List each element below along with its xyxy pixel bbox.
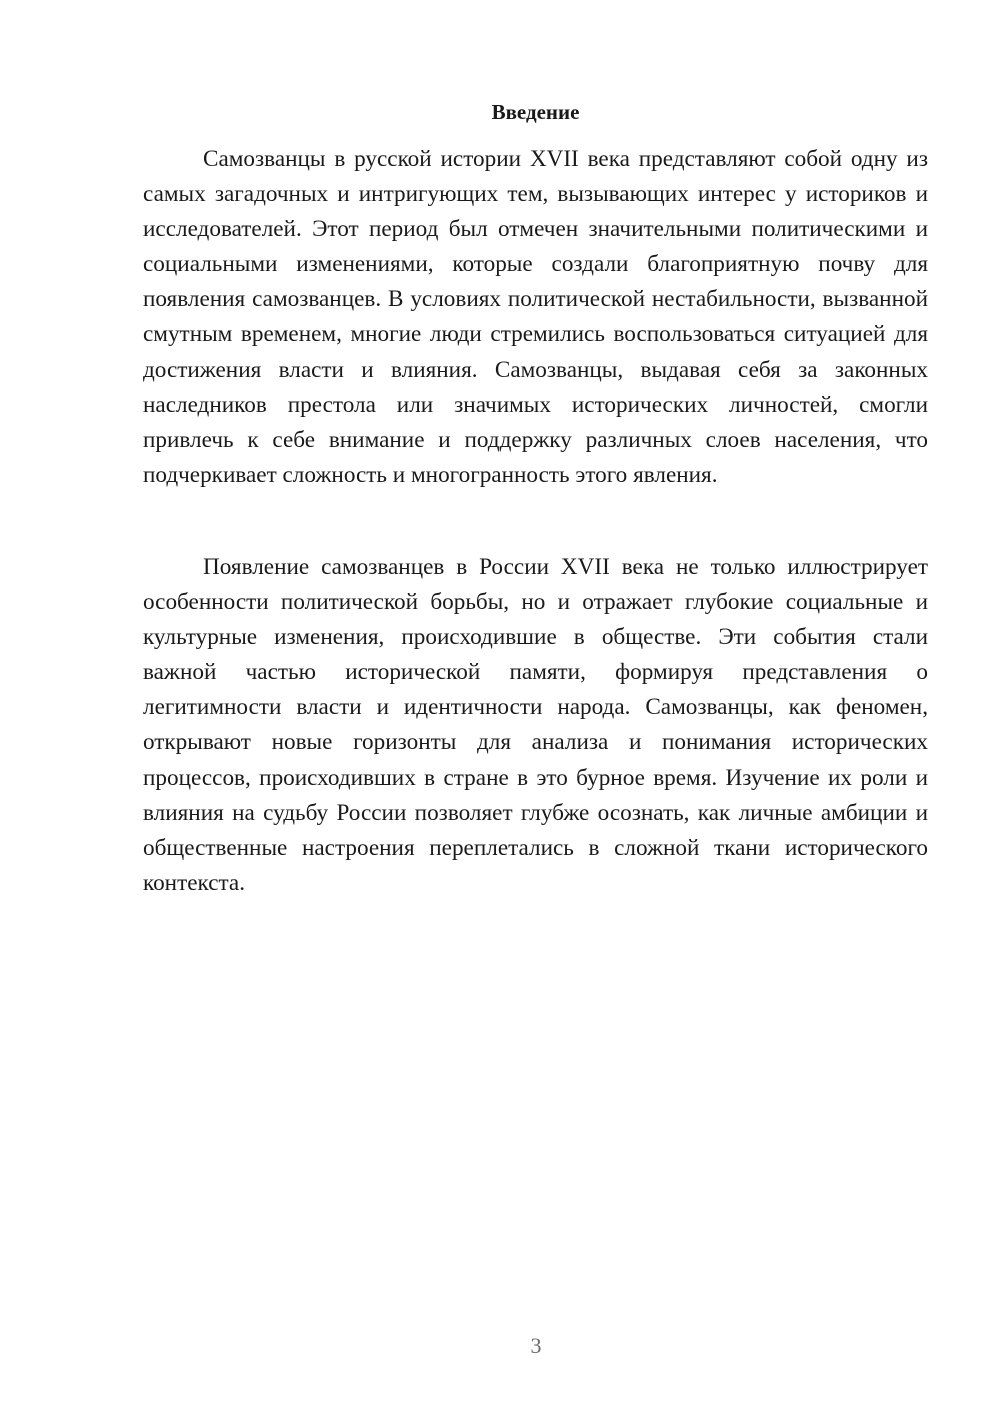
- page-number: 3: [530, 1333, 542, 1358]
- section-heading: Введение: [491, 100, 580, 124]
- paragraph-1: Самозванцы в русской истории XVII века представляют собой одну из самых загадочных и интригующих тем, вызывающих интерес у историков и исследователей. Этот период был отмечен значительными политическими и социальными изменениями, которые создали благоприятную почву для появления самозванцев. В условиях политической нестабильности, вызванной смутным временем, многие люди стремились воспользоваться ситуацией для достижения власти и влияния. Самозванцы, выдавая себя за законных наследников престола или значимых исторических личностей, смогли привлечь к себе внимание и поддержку различных слоев населения, что подчеркивает сложность и многогранность этого явления.: [143, 146, 928, 488]
- paragraph-2: Появление самозванцев в России XVII века не только иллюстрирует особенности политической борьбы, но и отражает глубокие социальные и культурные изменения, происходившие в обществе. Эти события стали важной частью исторической памяти, формируя представления о легитимности власти и идентичности народа. Самозванцы, как феномен, открывают новые горизонты для анализа и понимания исторических процессов, происходивших в стране в это бурное время. Изучение их роли и влияния на судьбу России позволяет глубже осознать, как личные амбиции и общественные настроения переплетались в сложной ткани исторического контекста.: [143, 554, 928, 896]
